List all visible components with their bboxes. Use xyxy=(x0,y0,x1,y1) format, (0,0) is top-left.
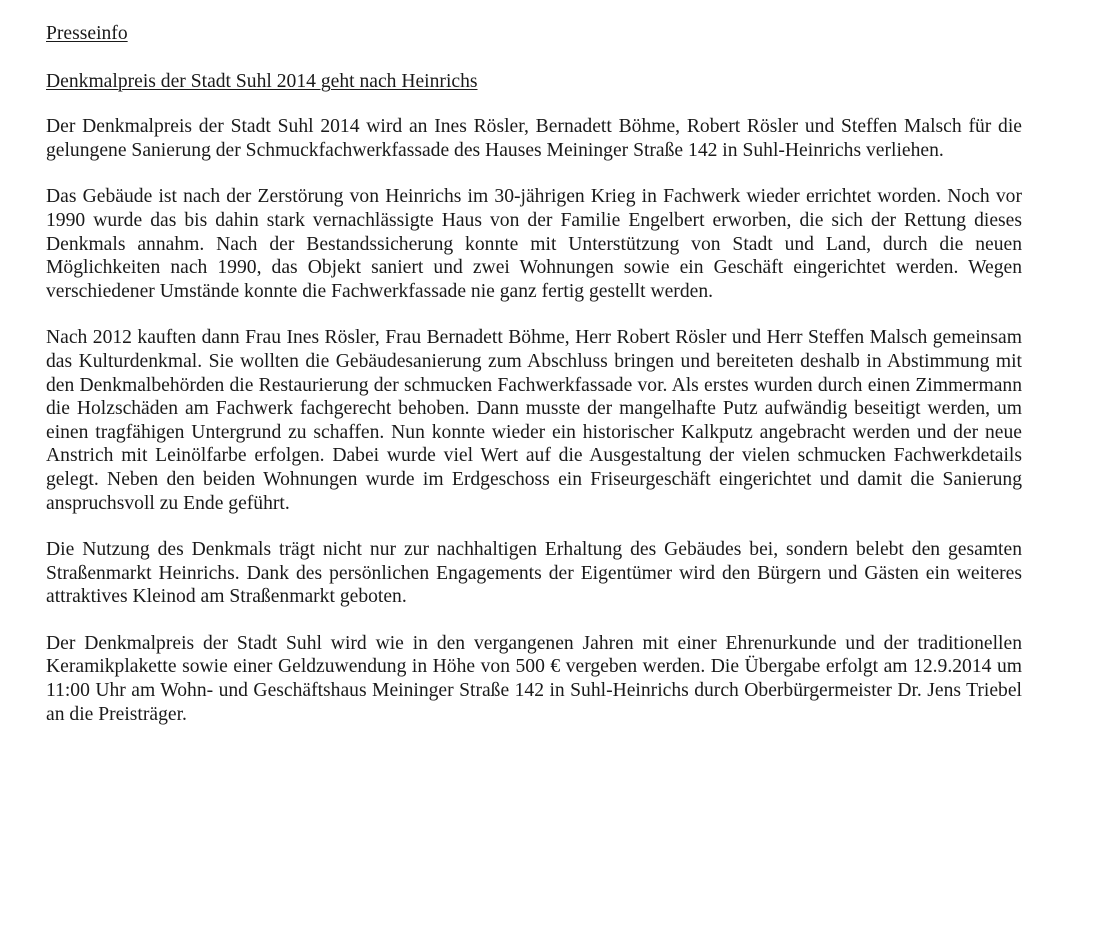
paragraph-usage: Die Nutzung des Denkmals trägt nicht nur zur nachhaltigen Erhaltung des Gebäudes bei, sondern belebt den gesamten Straßenmarkt Heinrichs. Dank des persönlichen Engagements der Eigentümer wird den Bürgern und Gästen ein weiteres attraktives Kleinod am Straßenmarkt geboten. xyxy=(46,539,1022,608)
paragraph-award-announcement: Der Denkmalpreis der Stadt Suhl 2014 wird an Ines Rösler, Bernadett Böhme, Robert Rösler und Steffen Malsch für die gelungene Sanierung der Schmuckfachwerkfassade des Hauses Meininger Straße 142 in Suhl-Heinrichs verliehen. xyxy=(46,116,1022,161)
paragraph-award-ceremony: Der Denkmalpreis der Stadt Suhl wird wie in den vergangenen Jahren mit einer Ehrenurkunde und der traditionellen Keramikplakette sowie einer Geldzuwendung in Höhe von 500 € vergeben werden. Die Übergabe erfolgt am 12.9.2014 um 11:00 Uhr am Wohn- und Geschäftshaus Meininger Straße 142 in Suhl-Heinrichs durch Oberbürgermeister Dr. Jens Triebel an die Preisträger. xyxy=(46,632,1022,725)
paragraph-building-history: Das Gebäude ist nach der Zerstörung von Heinrichs im 30-jährigen Krieg in Fachwerk wieder errichtet worden. Noch vor 1990 wurde das bis dahin stark vernachlässigte Haus von der Familie Engelbert erworben, die sich der Rettung dieses Denkmals annahm. Nach der Bestandssicherung konnte mit Unterstützung von Stadt und Land, durch die neuen Möglichkeiten nach 1990, das Objekt saniert und zwei Wohnungen sowie ein Geschäft eingerichtet werden. Wegen verschiedener Umstände konnte die Fachwerkfassade nie ganz fertig gestellt werden. xyxy=(46,186,1022,302)
document-title: Denkmalpreis der Stadt Suhl 2014 geht nach Heinrichs xyxy=(46,70,478,92)
paragraph-restoration: Nach 2012 kauften dann Frau Ines Rösler, Frau Bernadett Böhme, Herr Robert Rösler und Herr Steffen Malsch gemeinsam das Kulturdenkmal. Sie wollten die Gebäudesanierung zum Abschluss bringen und bereiteten deshalb in Abstimmung mit den Denkmalbehörden die Restaurierung der schmucken Fachwerkfassade vor. Als erstes wurden durch einen Zimmermann die Holzschäden am Fachwerk fachgerecht behoben. Dann musste der mangelhafte Putz aufwändig beseitigt werden, um einen tragfähigen Untergrund zu schaffen. Nun konnte wieder ein historischer Kalkputz angebracht werden und der neue Anstrich mit Leinölfarbe erfolgen. Dabei wurde viel Wert auf die Ausgestaltung der vielen schmucken Fachwerkdetails gelegt. Neben den beiden Wohnungen wurde im Erdgeschoss ein Friseurgeschäft eingerichtet und damit die Sanierung anspruchsvoll zu Ende geführt. xyxy=(46,327,1022,514)
press-release-document xyxy=(46,22,1022,726)
document-kicker: Presseinfo xyxy=(46,23,128,44)
